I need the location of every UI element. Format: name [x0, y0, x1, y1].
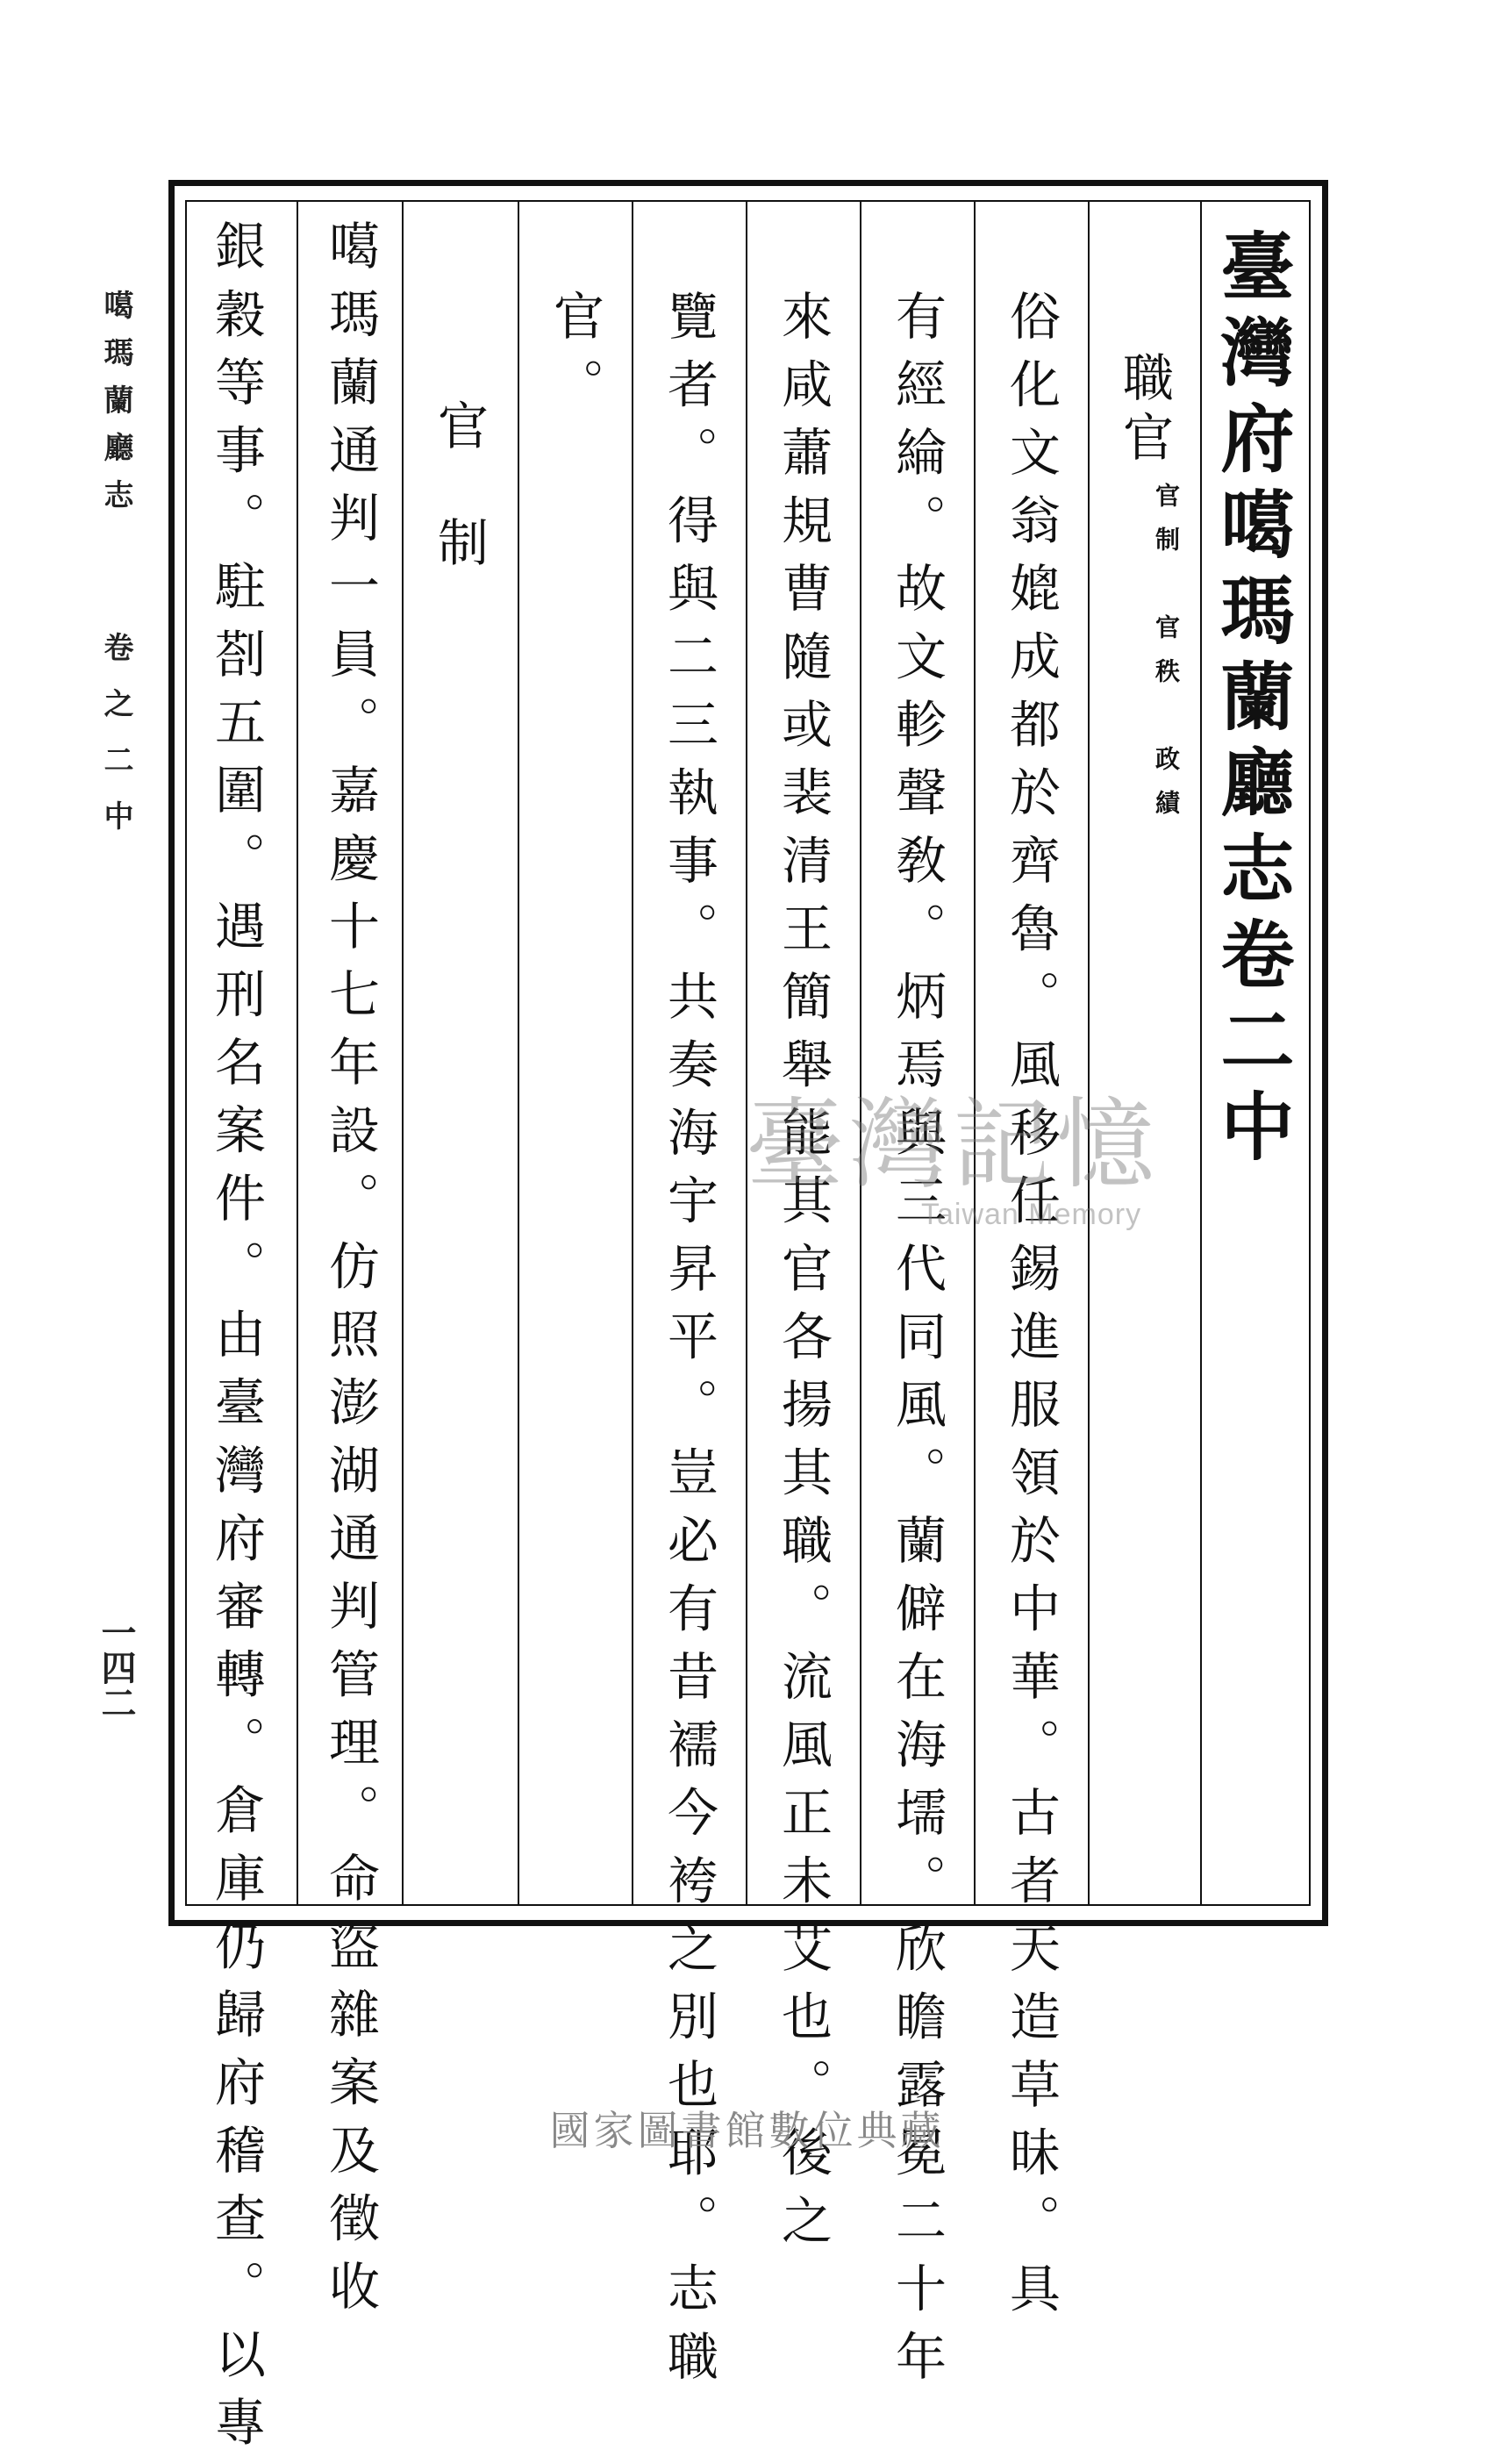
margin-book-title: 噶瑪蘭廳志	[98, 290, 133, 526]
page-title: 臺灣府噶瑪蘭廳志卷二中	[1209, 228, 1296, 1174]
column-rule	[518, 202, 519, 1904]
column-rule	[632, 202, 633, 1904]
section-heading-note: 官制 官秩 政績	[1152, 483, 1181, 834]
text-column: 有經綸。故文軫聲敎。炳焉與三代同風。蘭僻在海壖。欣瞻露冕二十年	[887, 290, 947, 2398]
column-rule	[860, 202, 861, 1904]
watermark	[746, 1066, 1202, 1259]
section-heading-guanzhi: 官制	[429, 399, 489, 633]
watermark-subtext: Taiwan Memory	[921, 1198, 1142, 1231]
column-rule	[402, 202, 404, 1904]
column-rule	[1200, 202, 1202, 1904]
text-column: 噶瑪蘭通判一員。嘉慶十七年設。仿照澎湖通判管理。命盜雜案及徵收	[320, 219, 380, 2328]
watermark-text: 臺灣記憶	[746, 1088, 1160, 1202]
text-column: 覽者。得與二三執事。共奏海宇昇平。豈必有昔襦今袴之別也耶。志職	[659, 290, 718, 2398]
text-column: 銀穀等事。駐剳五圍。遇刑名案件。由臺灣府審轉。倉庫仍歸府稽查。以專	[206, 219, 266, 2464]
column-rule	[1088, 202, 1090, 1904]
text-column: 俗化文翁媲成都於齊魯。風移任錫進服領於中華。古者天造草昧。具	[1001, 290, 1061, 2330]
footer-credit: 國家圖書館數位典藏	[549, 2107, 945, 2154]
column-rule	[974, 202, 976, 1904]
text-column: 官。	[545, 290, 604, 426]
text-column: 來咸蕭規曹隨或裴清王簡舉能其官各揚其職。流風正未艾也。後之	[773, 290, 833, 2262]
column-rule	[746, 202, 747, 1904]
column-rule	[297, 202, 298, 1904]
section-heading: 職官	[1114, 351, 1174, 470]
page-number: 一四二	[96, 1615, 137, 1720]
margin-volume: 卷之二中	[98, 632, 133, 856]
